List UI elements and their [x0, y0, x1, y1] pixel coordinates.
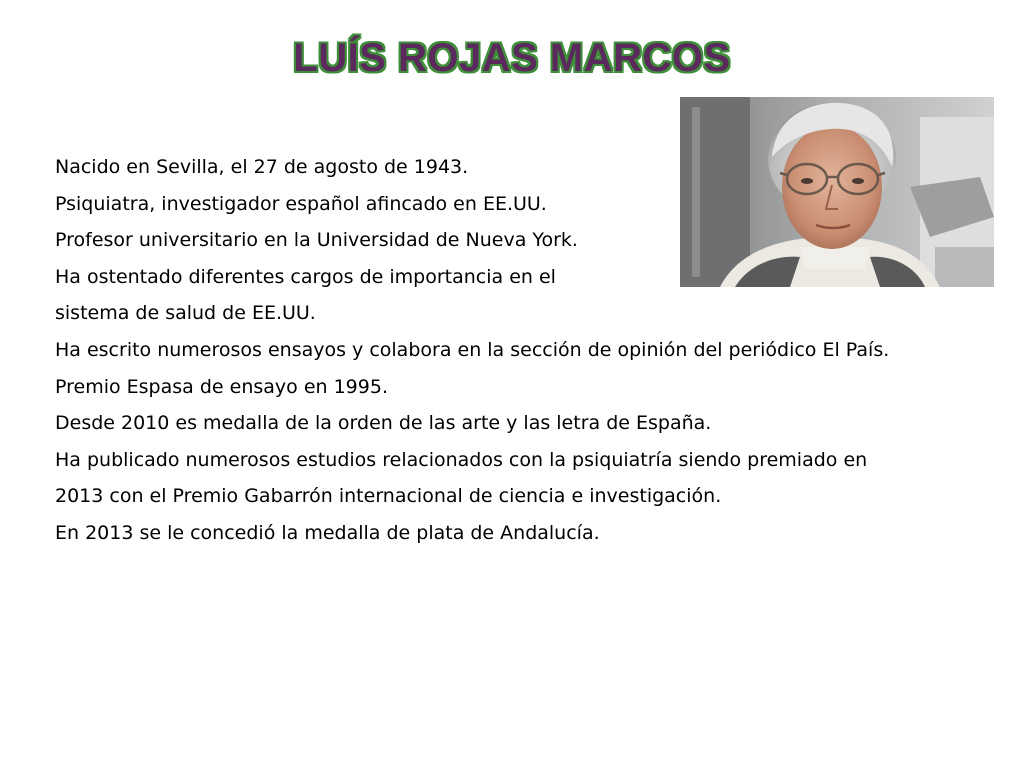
bio-line: 2013 con el Premio Gabarrón internacional de ciencia e investigación.: [55, 485, 722, 508]
bio-line: Premio Espasa de ensayo en 1995.: [55, 375, 388, 398]
bio-line: Profesor universitario en la Universidad de Nueva York.: [55, 229, 578, 252]
bio-line: Ha publicado numerosos estudios relacionados con la psiquiatría siendo premiado en: [55, 448, 868, 471]
bio-line: Ha escrito numerosos ensayos y colabora en la sección de opinión del periódico El País.: [55, 338, 890, 361]
bio-line: sistema de salud de EE.UU.: [55, 302, 316, 325]
bio-line: Ha ostentado diferentes cargos de importancia en el: [55, 265, 556, 288]
slide-title: LUÍS ROJAS MARCOS: [293, 36, 731, 80]
bio-line: Nacido en Sevilla, el 27 de agosto de 1943.: [55, 156, 469, 178]
bio-line: En 2013 se le concedió la medalla de plata de Andalucía.: [55, 521, 600, 544]
biography-text: [55, 149, 995, 552]
bio-line: Psiquiatra, investigador español afincado en EE.UU.: [55, 192, 547, 215]
bio-line: Desde 2010 es medalla de la orden de las arte y las letra de España.: [55, 412, 712, 435]
